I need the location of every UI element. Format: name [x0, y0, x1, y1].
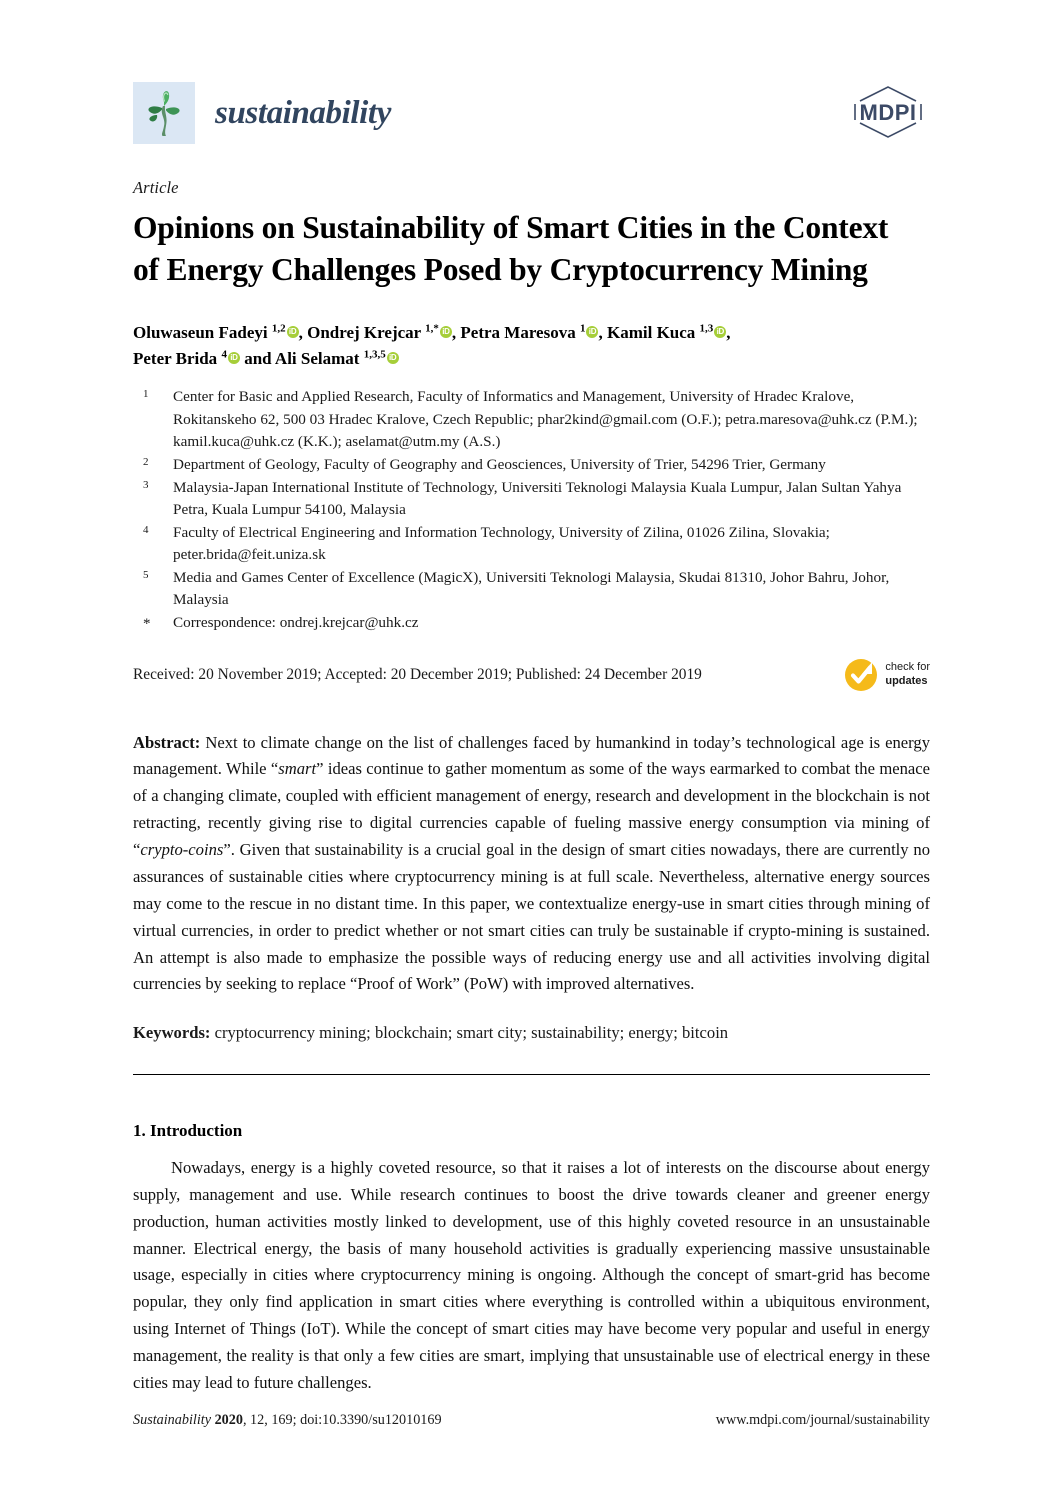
affiliation-row — [133, 567, 930, 611]
orcid-icon[interactable]: iD — [714, 326, 726, 338]
section-heading-introduction: 1. Introduction — [133, 1120, 243, 1140]
affiliation-text: Correspondence: ondrej.krejcar@uhk.cz — [173, 613, 419, 631]
affiliation-marker: 4 — [143, 523, 149, 536]
article-type: Article — [133, 178, 179, 197]
mdpi-logo — [846, 84, 930, 140]
author-separator: and — [239, 349, 275, 369]
orcid-icon[interactable]: iD — [228, 352, 240, 364]
affiliation-marker: * — [143, 615, 151, 632]
abstract-part-2: ” ideas continue to gather momentum as some of the ways earmarked to combat the menace of a changing climate, coupled with efficient management of energy, research and development in the blockchain is not retracting, recently giving rise to digital currencies capable of fueling massive energy consumption via mining of “ — [133, 759, 930, 860]
affiliation-row — [133, 454, 930, 476]
crossmark-line-1: check for — [885, 660, 930, 673]
keywords — [133, 1020, 930, 1047]
crossmark-badge[interactable] — [842, 656, 930, 694]
affiliation-row — [133, 522, 930, 566]
author-separator: , — [598, 322, 607, 342]
publication-history-text: Received: 20 November 2019; Accepted: 20 December 2019; Published: 24 December 2019 — [133, 665, 702, 683]
affiliation-text: Faculty of Electrical Engineering and Information Technology, University of Zilina, 01026 Zilina, Slovakia; peter.brida@feit.uniza.sk — [173, 523, 830, 563]
author-affiliation-marker: 1,* — [425, 322, 439, 335]
author-line-2 — [133, 346, 930, 372]
footer-year: 2020 — [214, 1412, 243, 1428]
crossmark-line-2: updates — [885, 674, 928, 687]
journal-logo — [133, 82, 391, 144]
page-footer — [133, 1412, 930, 1429]
author-affiliation-marker: 1,3 — [699, 322, 714, 335]
abstract-label: Abstract: — [133, 732, 201, 752]
footer-citation-rest: , 12, 169; doi:10.3390/su12010169 — [242, 1412, 442, 1428]
abstract-part-1: Next to climate change on the list of challenges faced by humankind in today’s technological age is energy management. While “ — [133, 732, 930, 779]
abstract-part-3: ”. Given that sustainability is a crucial goal in the design of smart cities nowadays, there are currently no assurances of sustainable cities where cryptocurrency mining is at full scale. Nevertheless, alternative energy sources may come to the rescue in no distant time. In this paper, we contextualize energy-use in smart cities through mining of virtual currencies, in order to predict whether or not smart cities can truly be sustainable if crypto-mining is sustained. An attempt is also made to emphasize the possible ways of reducing energy use and all activities involving digital currencies by seeking to replace “Proof of Work” (PoW) with improved alternatives. — [133, 840, 930, 994]
author-line-1 — [133, 320, 930, 346]
author-affiliation-marker: 4 — [221, 348, 227, 361]
masthead — [133, 0, 930, 131]
affiliation-marker: 1 — [143, 388, 149, 401]
affiliation-text: Media and Games Center of Excellence (MagicX), Universiti Teknologi Malaysia, Skudai 81310, Johor Bahru, Johor, Malaysia — [173, 568, 890, 608]
orcid-icon[interactable]: iD — [387, 352, 399, 364]
author-separator: , — [726, 322, 731, 342]
orcid-icon[interactable]: iD — [287, 326, 299, 338]
author-name: Peter Brida — [133, 349, 222, 369]
author-list — [133, 320, 930, 373]
affiliation-list — [133, 386, 930, 635]
orcid-icon[interactable]: iD — [440, 326, 452, 338]
affiliation-marker: 2 — [143, 455, 149, 468]
affiliation-row — [133, 477, 930, 521]
author-affiliation-marker: 1,2 — [271, 322, 286, 335]
section-divider — [133, 1074, 930, 1075]
author-name: Ali Selamat — [274, 349, 364, 369]
author-name: Kamil Kuca — [606, 322, 700, 342]
svg-text:MDPI: MDPI — [859, 100, 917, 125]
affiliation-text: Malaysia-Japan International Institute of Technology, Universiti Teknologi Malaysia Kuala Lumpur, Jalan Sultan Yahya Petra, Kuala Lumpur 54100, Malaysia — [173, 478, 902, 518]
affiliation-marker: 5 — [143, 568, 149, 581]
affiliation-row — [133, 612, 930, 636]
author-name: Oluwaseun Fadeyi — [133, 322, 272, 342]
author-affiliation-marker: 1 — [579, 322, 586, 335]
section-paragraph-introduction: Nowadays, energy is a highly coveted resource, so that it raises a lot of interests on the discourse about energy supply, management and use. While research continues to boost the drive towards cleaner and greener energy production, human activities mostly linked to development, use of this highly coveted resource in an unsustainable manner. Electrical energy, the basis of many household activities is gradually experiencing massive unsustainable usage, especially in cities where cryptocurrency mining is ongoing. Although the concept of smart-grid has become popular, they only find application in smart cities where everything is controlled within a ubiquitous environment, using Internet of Things (IoT). While the concept of smart cities may have become very popular and useful in energy management, the reality is that only a few cities are smart, implying that unsustainable use of electrical energy in these cities may lead to future challenges. — [133, 1157, 930, 1392]
abstract-emphasis-2: crypto-coins — [140, 840, 224, 860]
journal-name: sustainability — [215, 94, 391, 131]
author-name: Ondrej Krejcar — [307, 322, 426, 342]
abstract — [133, 730, 930, 999]
crossmark-label — [885, 661, 930, 689]
publication-history — [133, 656, 930, 704]
affiliation-text: Department of Geology, Faculty of Geography and Geosciences, University of Trier, 54296 Trier, Germany — [173, 455, 826, 473]
keywords-label: Keywords: — [133, 1023, 211, 1043]
affiliation-row — [133, 386, 930, 452]
footer-url[interactable]: www.mdpi.com/journal/sustainability — [715, 1412, 930, 1428]
author-separator: , — [298, 322, 308, 342]
keywords-value: cryptocurrency mining; blockchain; smart city; sustainability; energy; bitcoin — [210, 1023, 729, 1043]
plant-sprout-icon — [133, 82, 195, 144]
affiliation-marker: 3 — [143, 478, 149, 491]
footer-citation — [133, 1412, 442, 1429]
author-affiliation-marker: 1,3,5 — [363, 348, 386, 361]
author-separator: , — [451, 322, 461, 342]
orcid-icon[interactable]: iD — [586, 326, 598, 338]
footer-journal-name: Sustainability — [133, 1412, 212, 1428]
abstract-emphasis-1: smart — [278, 759, 317, 779]
page-title: Opinions on Sustainability of Smart Cities in the Context of Energy Challenges Posed by Cryptocurrency Mining — [133, 210, 889, 287]
affiliation-text: Center for Basic and Applied Research, Faculty of Informatics and Management, University of Hradec Kralove, Rokitanskeho 62, 500 03 Hradec Kralove, Czech Republic; phar2kind@gmail.com (O.F.); petra.maresova@uhk.cz (P.M.); kamil.kuca@uhk.cz (K.K.); aselamat@utm.my (A.S.) — [173, 388, 918, 450]
check-circle-icon — [842, 656, 880, 694]
author-name: Petra Maresova — [460, 322, 580, 342]
page-content — [133, 0, 930, 1413]
